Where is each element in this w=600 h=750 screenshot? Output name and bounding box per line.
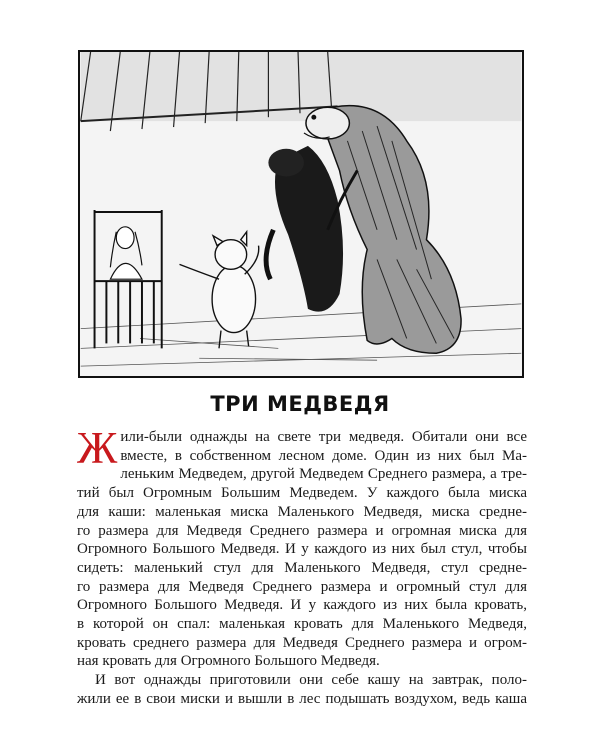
text-line: в которой он спал: маленькая кровать для Маленького Медведя, — [77, 616, 527, 633]
story-title: ТРИ МЕДВЕДЯ — [210, 392, 390, 416]
text-line: или-были однажды на свете три медведя. Обитали они все — [120, 429, 527, 445]
story-text — [77, 423, 527, 709]
text-line: для каши: маленькая миска Маленького Медведя, миска средне- — [77, 503, 527, 520]
text-line: тий был Огромным Большим Медведем. У каждого была миска — [77, 485, 527, 502]
text-line: леньким Медведем, другой Медведем Среднего размера, а тре- — [120, 466, 527, 483]
text-line: жили ее в свои миски и вышли в лес подышать воздухом, ведь каша — [77, 690, 527, 707]
text-line: Огромного Большого Медведя. И у каждого из них был стул, чтобы — [77, 541, 527, 558]
text-line: го размера для Медведя Среднего размера и огромная миска для — [77, 522, 527, 539]
text-line: вместе, в собственном лесном доме. Один из них был Ма- — [120, 447, 527, 464]
text-line: го размера для Медведя Среднего размера и огромный стул для — [77, 578, 527, 595]
paragraph-2 — [77, 671, 527, 708]
text-line: ная кровать для Огромного Большого Медведя. — [77, 653, 380, 670]
drop-cap: Ж — [77, 423, 118, 473]
text-line: сидеть: маленький стул для Маленького Медведя, стул средне- — [77, 559, 527, 576]
three-bears-illustration — [78, 50, 524, 378]
paragraph-1 — [77, 423, 527, 671]
text-line: кровать среднего размера для Медведя Среднего размера и огром- — [77, 634, 527, 651]
text-line: Огромного Большого Медведя. И у каждого из них была кровать, — [77, 597, 527, 614]
text-line: И вот однажды приготовили они себе кашу на завтрак, поло- — [95, 672, 527, 689]
